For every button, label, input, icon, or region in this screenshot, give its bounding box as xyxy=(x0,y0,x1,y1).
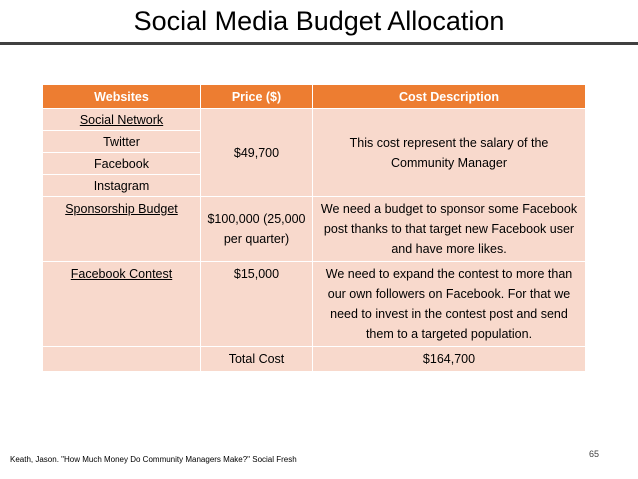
table-row xyxy=(43,262,586,347)
site-facebook-contest xyxy=(43,262,201,347)
group1-description: This cost represent the salary of the Community Manager xyxy=(313,109,586,197)
site-sponsorship-budget xyxy=(43,197,201,262)
table-row xyxy=(43,109,586,131)
table-row xyxy=(43,197,586,262)
slide-title: Social Media Budget Allocation xyxy=(133,6,505,36)
site-label: Facebook Contest xyxy=(70,267,173,281)
sponsorship-price: $100,000 (25,000 per quarter) xyxy=(201,197,313,262)
site-instagram: Instagram xyxy=(43,175,201,197)
citation: Keath, Jason. "How Much Money Do Community Managers Make?" Social Fresh xyxy=(10,455,297,464)
site-facebook: Facebook xyxy=(43,153,201,175)
site-label: Sponsorship Budget xyxy=(65,202,178,216)
total-value: $164,700 xyxy=(313,347,586,372)
header-cost-description: Cost Description xyxy=(313,85,586,109)
site-label: Social Network xyxy=(79,112,164,127)
group1-price: $49,700 xyxy=(201,109,313,197)
site-social-network xyxy=(43,109,201,131)
title-divider xyxy=(0,42,638,45)
header-price: Price ($) xyxy=(201,85,313,109)
header-row xyxy=(43,85,586,109)
contest-description: We need to expand the contest to more than our own followers on Facebook. For that we need to invest in the contest post and send them to a targeted population. xyxy=(313,262,586,347)
header-websites: Websites xyxy=(43,85,201,109)
site-twitter: Twitter xyxy=(43,131,201,153)
contest-price: $15,000 xyxy=(201,262,313,347)
total-label: Total Cost xyxy=(201,347,313,372)
sponsorship-description: We need a budget to sponsor some Facebook post thanks to that target new Facebook user and have more likes. xyxy=(313,197,586,262)
table-row xyxy=(43,347,586,372)
budget-table xyxy=(42,84,586,372)
page-number: 65 xyxy=(589,449,600,459)
total-empty-cell xyxy=(43,347,201,372)
